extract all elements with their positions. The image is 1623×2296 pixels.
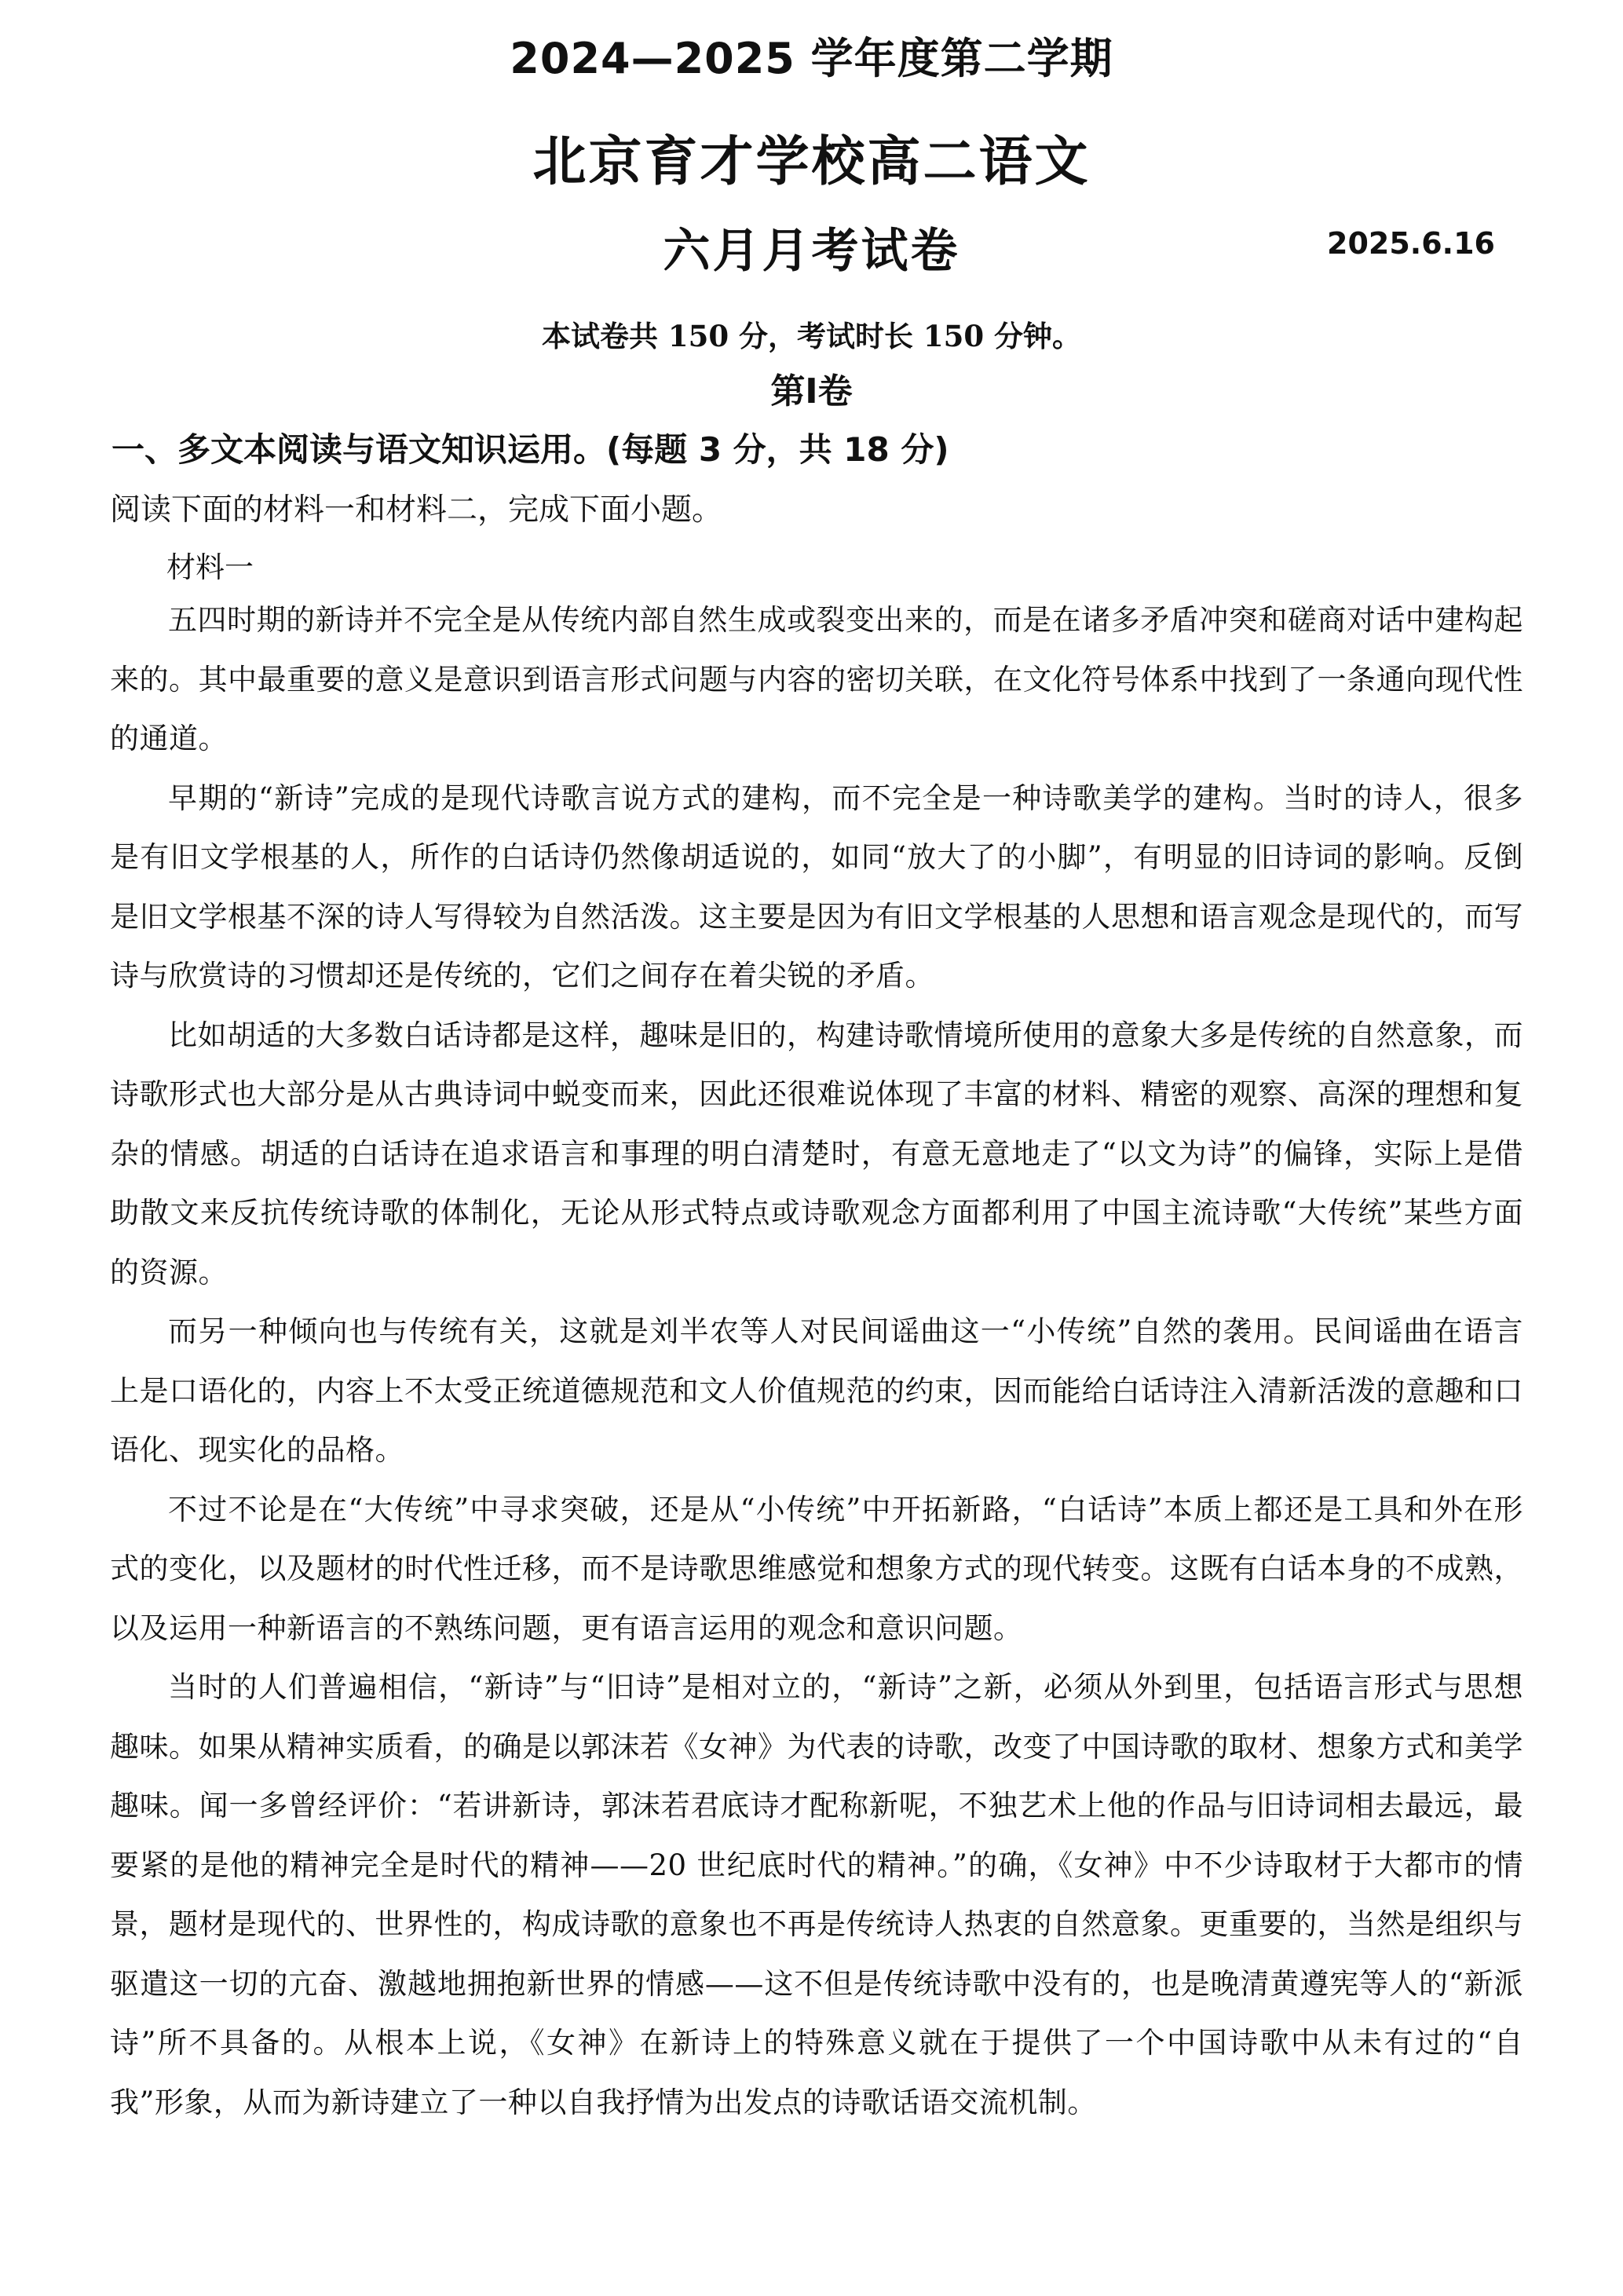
paragraph-5: 不过不论是在“大传统”中寻求突破，还是从“小传统”中开拓新路，“白话诗”本质上都还是工具和外在形式的变化，以及题材的时代性迁移，而不是诗歌思维感觉和想象方式的现代转变。这既有白话本身的不成熟，以及运用一种新语言的不熟练问题，更有语言运用的观念和意识问题。 xyxy=(110,1492,1523,1645)
exam-info: 本试卷共 150 分，考试时长 150 分钟。 xyxy=(542,319,1081,353)
material-body xyxy=(110,590,1523,2132)
paragraph-1: 五四时期的新诗并不完全是从传统内部自然生成或裂变出来的，而是在诸多矛盾冲突和磋商对话中建构起来的。其中最重要的意义是意识到语言形式问题与内容的密切关联，在文化符号体系中找到了一条通向现代性的通道。 xyxy=(110,603,1523,755)
school-subject-title: 北京育才学校高二语文 xyxy=(532,131,1091,193)
paragraph-2: 早期的“新诗”完成的是现代诗歌言说方式的建构，而不完全是一种诗歌美学的建构。当时的诗人，很多是有旧文学根基的人，所作的白话诗仍然像胡适说的，如同“放大了的小脚”，有明显的旧诗词的影响。反倒是旧文学根基不深的诗人写得较为自然活泼。这主要是因为有旧文学根基的人思想和语言观念是现代的，而写诗与欣赏诗的习惯却还是传统的，它们之间存在着尖锐的矛盾。 xyxy=(110,781,1523,993)
section-heading: 一、多文本阅读与语文知识运用。(每题 3 分，共 18 分) xyxy=(111,430,949,469)
paragraph-6: 当时的人们普遍相信，“新诗”与“旧诗”是相对立的，“新诗”之新，必须从外到里，包括语言形式与思想趣味。如果从精神实质看，的确是以郭沫若《女神》为代表的诗歌，改变了中国诗歌的取材、想象方式和美学趣味。闻一多曾经评价：“若讲新诗，郭沫若君底诗才配称新呢，不独艺术上他的作品与旧诗词相去最远，最要紧的是他的精神完全是时代的精神——20 世纪底时代的精神。”的确，《女神》中不少诗取材于大都市的情景，题材是现代的、世界性的，构成诗歌的意象也不再是传统诗人热衷的自然意象。更重要的，当然是组织与驱遣这一切的亢奋、激越地拥抱新世界的情感——这不但是传统诗歌中没有的，也是晚清黄遵宪等人的“新派诗”所不具备的。从根本上说，《女神》在新诗上的特殊意义就在于提供了一个中国诗歌中从未有过的“自我”形象，从而为新诗建立了一种以自我抒情为出发点的诗歌话语交流机制。 xyxy=(110,1670,1523,2119)
volume-label: 第Ⅰ卷 xyxy=(770,371,853,411)
reading-instructions: 阅读下面的材料一和材料二，完成下面小题。 xyxy=(110,492,723,528)
exam-name-title: 六月月考试卷 xyxy=(663,224,960,279)
paragraph-3: 比如胡适的大多数白话诗都是这样，趣味是旧的，构建诗歌情境所使用的意象大多是传统的自然意象，而诗歌形式也大部分是从古典诗词中蜕变而来，因此还很难说体现了丰富的材料、精密的观察、高深的理想和复杂的情感。胡适的白话诗在追求语言和事理的明白清楚时，有意无意地走了“以文为诗”的偏锋，实际上是借助散文来反抗传统诗歌的体制化，无论从形式特点或诗歌观念方面都利用了中国主流诗歌“大传统”某些方面的资源。 xyxy=(110,1018,1524,1289)
exam-date: 2025.6.16 xyxy=(1327,226,1495,261)
material-label: 材料一 xyxy=(166,550,254,584)
school-year-title: 2024—2025 学年度第二学期 xyxy=(510,34,1113,83)
paragraph-4: 而另一种倾向也与传统有关，这就是刘半农等人对民间谣曲这一“小传统”自然的袭用。民间谣曲在语言上是口语化的，内容上不太受正统道德规范和文人价值规范的约束，因而能给白话诗注入清新活泼的意趣和口语化、现实化的品格。 xyxy=(110,1314,1523,1467)
